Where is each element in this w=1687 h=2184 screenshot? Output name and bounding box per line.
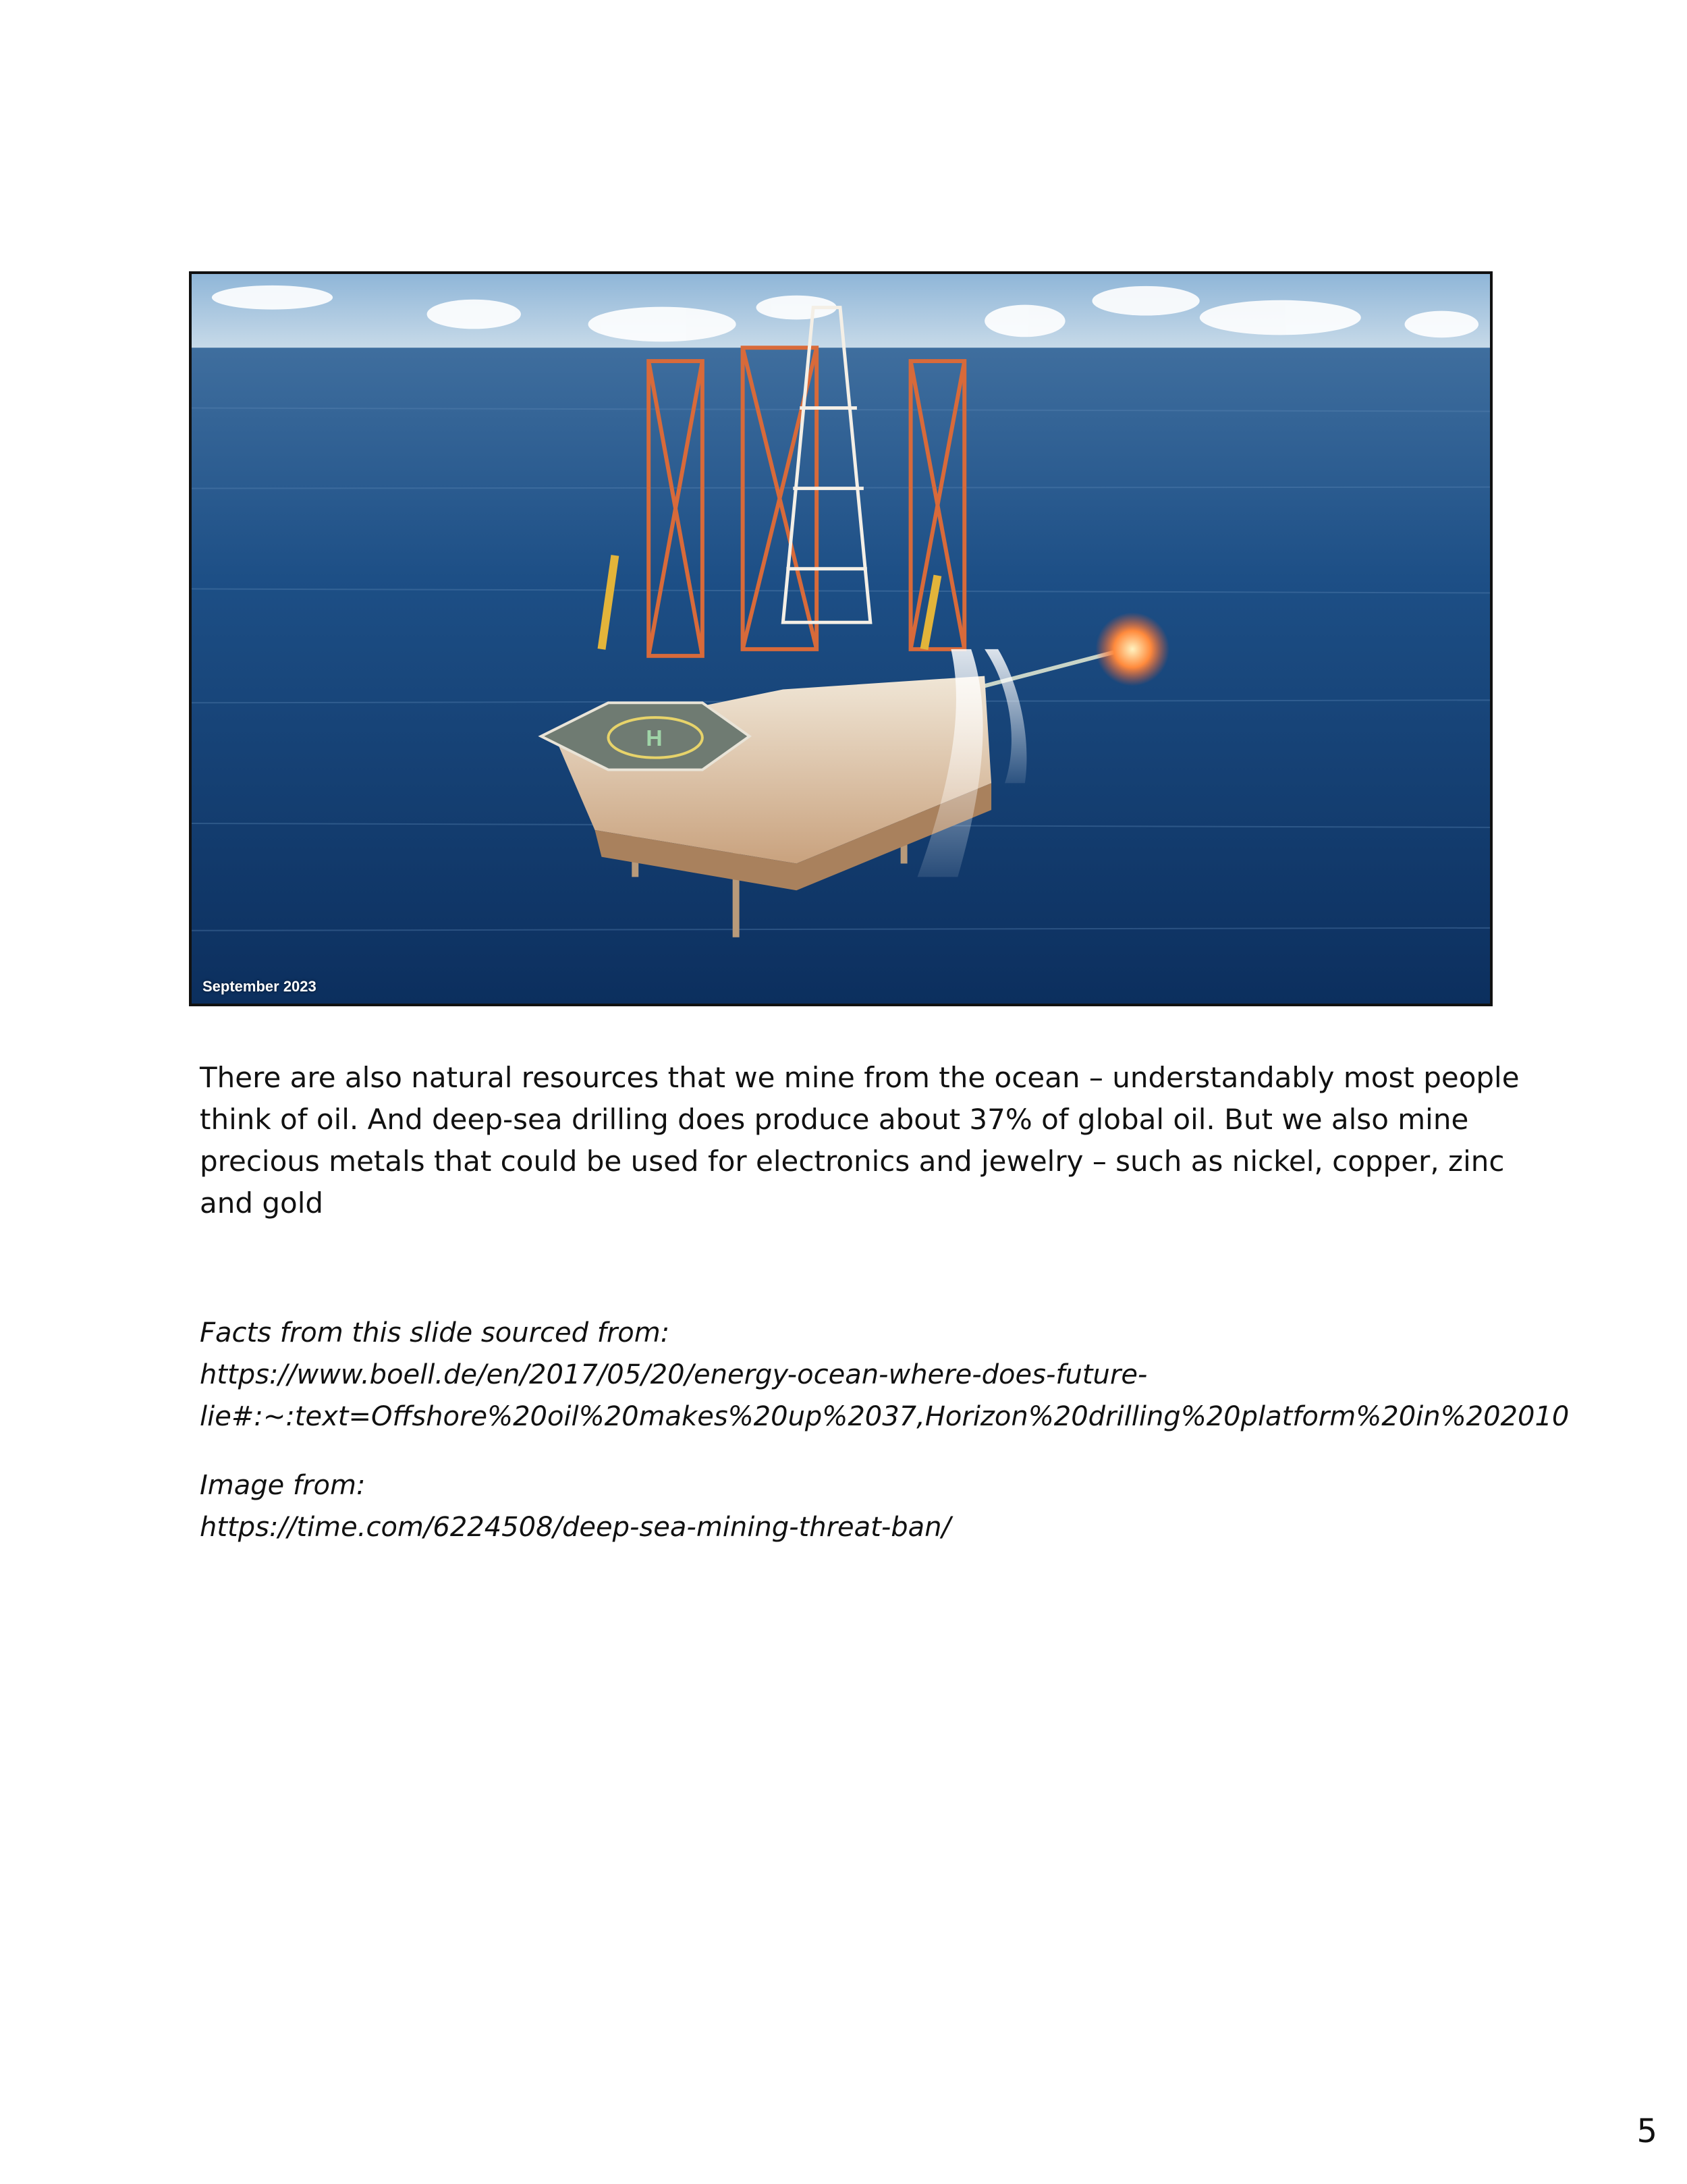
image-source-url[interactable]: https://time.com/6224508/deep-sea-mining-threat-ban/ — [200, 1512, 951, 1543]
facts-source-heading: Facts from this slide sourced from: — [200, 1317, 670, 1348]
image-source — [200, 1465, 1549, 1548]
facts-source-url-line2[interactable]: lie#:~:text=Offshore%20oil%20makes%20up%2037,Horizon%20drilling%20platform%20in%202010 — [200, 1401, 1570, 1432]
slide-image — [189, 271, 1493, 1006]
notes-paragraph: There are also natural resources that we mine from the ocean – understandably most people think of oil. And deep-sea drilling does produce about 37% of global oil. But we also mine precious metals that could be used for electronics and jewelry – such as nickel, copper, zinc and gold — [200, 1061, 1520, 1220]
image-source-heading: Image from: — [200, 1470, 366, 1501]
page-number: 5 — [1636, 2112, 1657, 2150]
image-date-caption: September 2023 — [202, 978, 316, 995]
gas-flare — [1095, 612, 1169, 686]
oil-rig-illustration — [192, 274, 1490, 1004]
facts-source-url-line1[interactable]: https://www.boell.de/en/2017/05/20/energy-ocean-where-does-future- — [200, 1359, 1148, 1390]
notes-body — [200, 1057, 1522, 1224]
svg-text:H: H — [646, 725, 663, 751]
facts-source — [200, 1312, 1570, 1438]
